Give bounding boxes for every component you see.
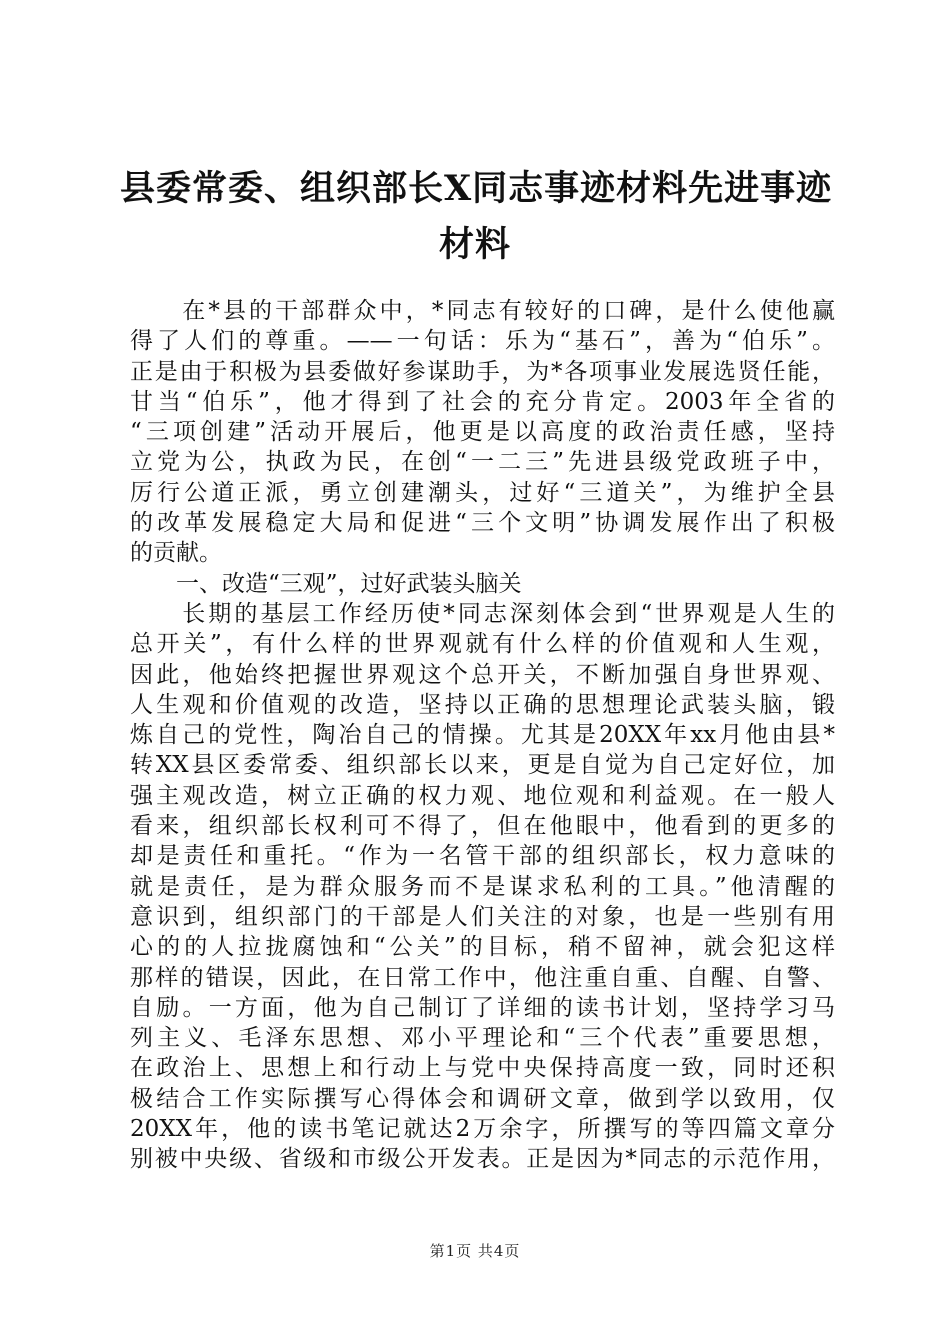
body-line: 得了人们的尊重。——一句话：乐为“基石”，善为“伯乐”。 bbox=[130, 328, 835, 355]
body-line: 人生观和价值观的改造，坚持以正确的思想理论武装头脑，锻 bbox=[130, 691, 835, 718]
body-line: 心的的人拉拢腐蚀和“公关”的目标，稍不留神，就会犯这样 bbox=[130, 934, 835, 961]
body-line: 别被中央级、省级和市级公开发表。正是因为*同志的示范作用， bbox=[130, 1146, 835, 1173]
body-line: 长期的基层工作经历使*同志深刻体会到“世界观是人生的 bbox=[130, 600, 835, 627]
body-line: 20XX年，他的读书笔记就达2万余字，所撰写的等四篇文章分 bbox=[130, 1116, 835, 1143]
body-line: 自励。一方面，他为自己制订了详细的读书计划，坚持学习马 bbox=[130, 994, 835, 1021]
body-line: “三项创建”活动开展后，他更是以高度的政治责任感，坚持 bbox=[130, 419, 835, 446]
body-line: 在*县的干部群众中，*同志有较好的口碑，是什么使他赢 bbox=[130, 298, 835, 324]
body-line: 在政治上、思想上和行动上与党中央保持高度一致，同时还积 bbox=[130, 1055, 835, 1082]
body-line: 甘当“伯乐”，他才得到了社会的充分肯定。2003年全省的 bbox=[130, 388, 835, 415]
body-line: 强主观改造，树立正确的权力观、地位观和利益观。在一般人 bbox=[130, 782, 835, 809]
body-line: 厉行公道正派，勇立创建潮头，过好“三道关”，为维护全县 bbox=[130, 479, 835, 506]
body-line: 转XX县区委常委、组织部长以来，更是自觉为自己定好位，加 bbox=[130, 752, 835, 779]
body-line: 那样的错误，因此，在日常工作中，他注重自重、自醒、自警、 bbox=[130, 964, 835, 991]
body-line: 总开关”，有什么样的世界观就有什么样的价值观和人生观， bbox=[130, 631, 835, 658]
body-line: 就是责任，是为群众服务而不是谋求私利的工具。”他清醒的 bbox=[130, 873, 835, 900]
body-line: 极结合工作实际撰写心得体会和调研文章，做到学以致用，仅 bbox=[130, 1085, 835, 1112]
body-line: 意识到，组织部门的干部是人们关注的对象，也是一些别有用 bbox=[130, 903, 835, 930]
body-line: 炼自己的党性，陶冶自己的情操。尤其是20XX年xx月他由县* bbox=[130, 722, 835, 749]
body-line: 立党为公，执政为民，在创“一二三”先进县级党政班子中， bbox=[130, 449, 835, 476]
document-title-line-2: 材料 bbox=[438, 224, 511, 265]
body-line: 因此，他始终把握世界观这个总开关，不断加强自身世界观、 bbox=[130, 661, 835, 688]
document-title-line-1: 县委常委、组织部长X同志事迹材料先进事迹 bbox=[120, 168, 833, 209]
body-line: 却是责任和重托。“作为一名管干部的组织部长，权力意味的 bbox=[130, 843, 835, 870]
body-line: 看来，组织部长权利可不得了，但在他眼中，他看到的更多的 bbox=[130, 813, 835, 840]
body-line: 的贡献。 bbox=[130, 540, 222, 567]
page-footer: 第1页 共4页 bbox=[429, 1242, 521, 1260]
document-body bbox=[130, 296, 835, 1175]
section-heading: 一、改造“三观”，过好武装头脑关 bbox=[130, 570, 522, 597]
body-line: 列主义、毛泽东思想、邓小平理论和“三个代表”重要思想， bbox=[130, 1025, 835, 1052]
body-line: 的改革发展稳定大局和促进“三个文明”协调发展作出了积极 bbox=[130, 510, 835, 537]
body-line: 正是由于积极为县委做好参谋助手，为*各项事业发展选贤任能， bbox=[130, 358, 835, 385]
